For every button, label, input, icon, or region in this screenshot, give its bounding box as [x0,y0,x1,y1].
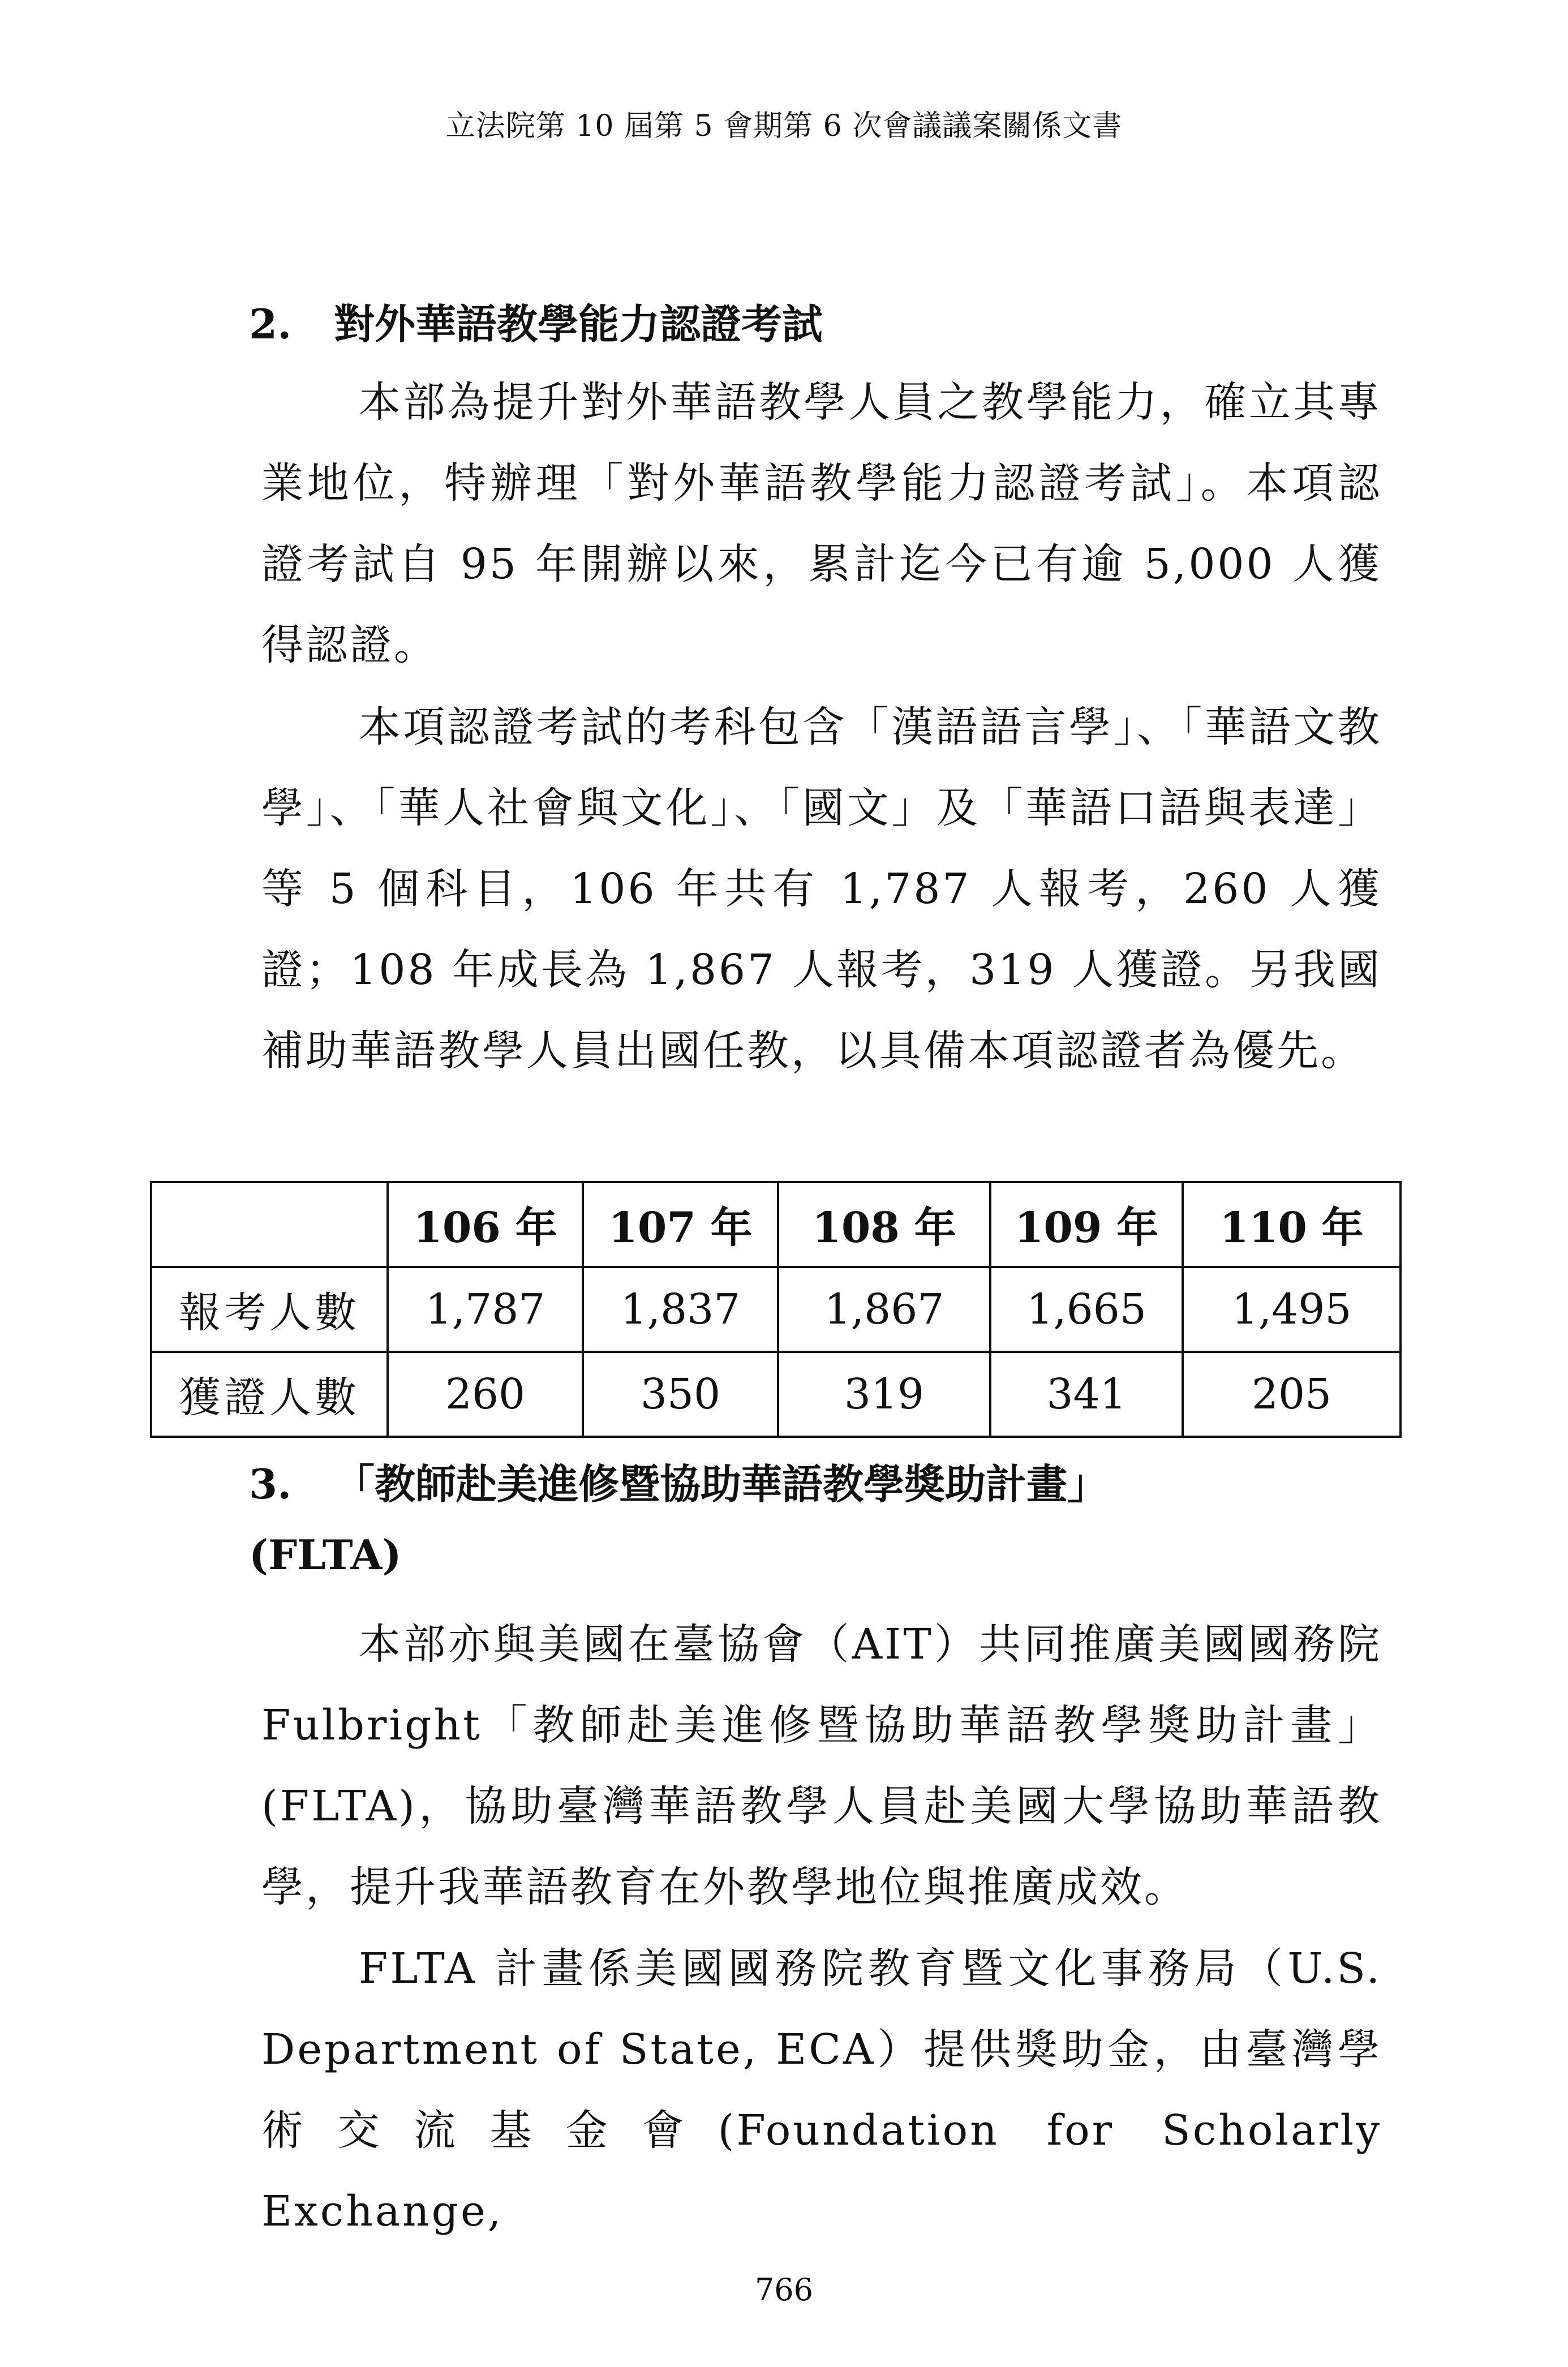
table-header-row [151,1182,1401,1267]
table-corner-cell [151,1182,388,1267]
certification-stats-table [150,1181,1402,1438]
table-cell: 341 [990,1352,1183,1437]
table-cell: 205 [1183,1352,1401,1437]
table-column-header: 106 年 [388,1182,583,1267]
section-3-paragraph-1: 本部亦與美國在臺協會（AIT）共同推廣美國國務院 Fulbright「教師赴美進修暨協助華語教學獎助計畫」(FLTA)，協助臺灣華語教學人員赴美國大學協助華語教學，提升我華語教育在外教學地位與推廣成效。 [261,1620,1382,1911]
section-3-paragraph-2: FLTA 計畫係美國國務院教育暨文化事務局（U.S. Department of State, ECA）提供獎助金，由臺灣學術交流基金會(Foundation for Scholarly Exchange, [261,1944,1382,2236]
table-cell: 1,867 [778,1267,990,1352]
table-row [151,1267,1401,1352]
document-header: 立法院第 10 屆第 5 會期第 6 次會議議案關係文書 [445,109,1123,143]
table-column-header: 107 年 [583,1182,778,1267]
section-3-heading [249,1451,1108,1510]
section-2-title: 對外華語教學能力認證考試 [334,300,823,348]
section-3-title: 「教師赴美進修暨協助華語教學獎助計畫」 [334,1460,1109,1508]
table-cell: 1,787 [388,1267,583,1352]
table-cell: 260 [388,1352,583,1437]
table-cell: 350 [583,1352,778,1437]
table-column-header: 110 年 [1183,1182,1401,1267]
table-cell: 319 [778,1352,990,1437]
table-row [151,1352,1401,1437]
table-cell: 1,665 [990,1267,1183,1352]
table-row-label: 報考人數 [151,1267,388,1352]
table-cell: 1,837 [583,1267,778,1352]
section-3-title-suffix: (FLTA) [249,1531,402,1579]
section-2-number: 2. [249,300,292,348]
section-3-number: 3. [249,1460,292,1508]
section-2-paragraph-2: 本項認證考試的考科包含「漢語語言學」、「華語文教學」、「華人社會與文化」、「國文」及「華語口語與表達」等 5 個科目，106 年共有 1,787 人報考，260 人獲證；108 年成長為 1,867 人報考，319 人獲證。另我國補助華語教學人員出國任教，以具備本項認證者為優先。 [261,703,1382,1075]
table-column-header: 109 年 [990,1182,1183,1267]
section-2-paragraph-1: 本部為提升對外華語教學人員之教學能力，確立其專業地位，特辦理「對外華語教學能力認證考試」。本項認證考試自 95 年開辦以來，累計迄今已有逾 5,000 人獲得認證。 [261,378,1382,669]
table-cell: 1,495 [1183,1267,1401,1352]
table-row-label: 獲證人數 [151,1352,388,1437]
section-2-heading [249,291,823,350]
table-column-header: 108 年 [778,1182,990,1267]
page-number: 766 [754,2272,814,2308]
